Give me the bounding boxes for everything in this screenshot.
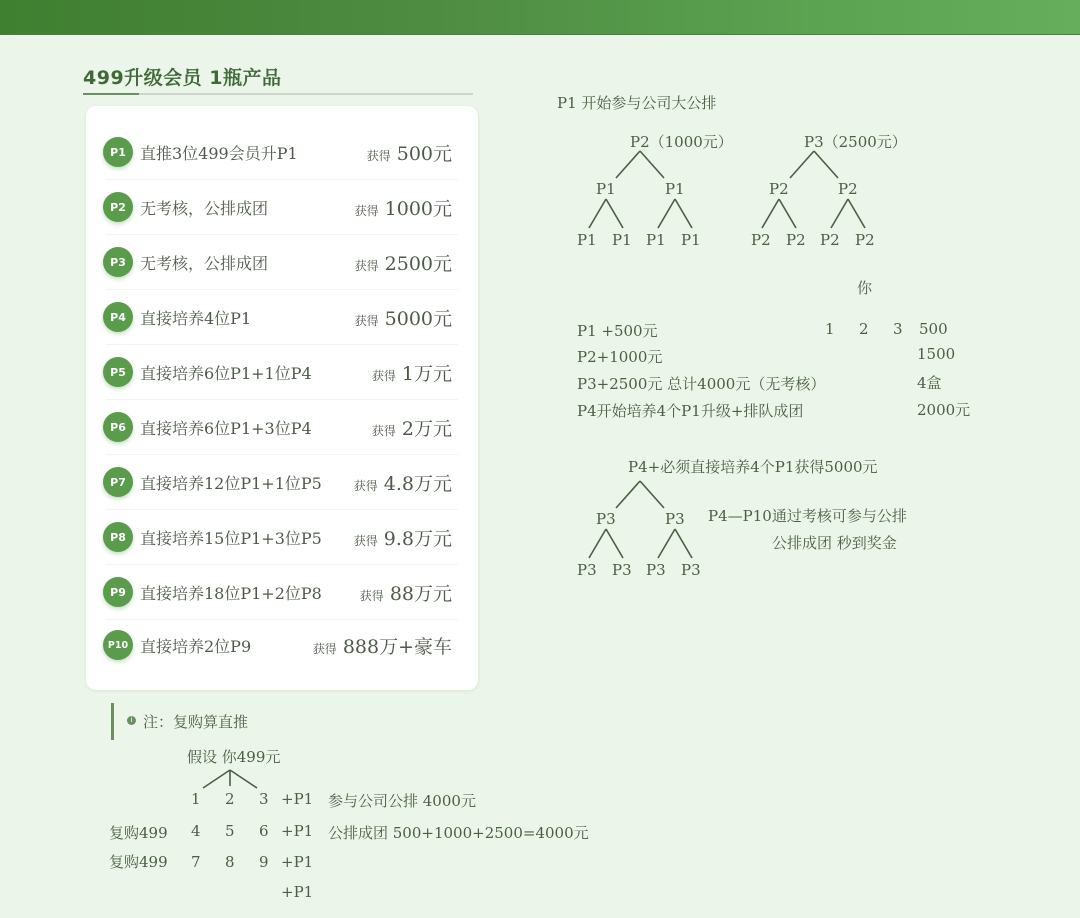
level-description: 直接培养4位P1 [140,308,252,328]
level-reward [313,632,452,659]
reward-value: 1000元 [384,197,452,220]
level-row-p5 [86,345,478,399]
level-row-p10 [86,618,478,672]
level-badge: P9 [103,577,133,607]
reward-value: 1万元 [401,362,452,385]
reward-label: 获得 [353,478,378,493]
level-description: 无考核，公排成团 [140,253,269,273]
reward-value: 4.8万元 [383,472,452,495]
tree-node: P1 [665,180,685,198]
tree-node: P3 [681,561,701,579]
summary-num: 3 [893,320,903,338]
level-row-p1 [86,125,478,179]
reward-value: 2500元 [384,252,452,275]
tree-node: P3 [577,561,597,579]
level-description: 直接培养15位P1+3位P5 [140,528,322,548]
summary-left: P2+1000元 [577,348,663,366]
level-description: 直接培养18位P1+2位P8 [140,583,322,603]
level-row-p4 [86,290,478,344]
you-label: 你 [857,279,873,297]
level-reward [354,469,452,496]
level-reward [372,414,452,441]
reward-value: 888万+豪车 [342,635,452,658]
tree-node: P3 [665,510,685,528]
example-number: 4 [191,822,201,840]
example-number: 6 [259,822,269,840]
level-reward [354,524,452,551]
example-prefix: 复购499 [109,824,168,842]
level-reward [367,139,452,166]
reward-label: 获得 [354,313,379,328]
tree-p3-root: P3（2500元） [804,133,907,151]
reward-label: 获得 [354,258,379,273]
reward-label: 获得 [312,641,337,656]
tree-node: P2 [751,231,771,249]
summary-right: 2000元 [917,401,971,419]
tree-node: P3 [596,510,616,528]
tree-node: P2 [786,231,806,249]
example-number: 9 [259,853,269,871]
reward-label: 获得 [371,423,396,438]
level-badge: P6 [103,412,133,442]
tree-node: P3 [646,561,666,579]
reward-label: 获得 [353,533,378,548]
example-plus-level: +P1 [281,822,314,840]
example-plus-level: +P1 [281,883,314,901]
reward-label: 获得 [371,368,396,383]
summary-right: 1500 [917,345,956,363]
level-reward [355,249,452,276]
level-reward [355,304,452,331]
note-text: 注：复购算直推 [143,713,249,731]
summary-right: 4盒 [917,374,942,392]
section-title: 499升级会员 1瓶产品 [83,67,282,89]
level-row-p2 [86,180,478,234]
level-badge: P4 [103,302,133,332]
example-comment: 公排成团 500+1000+2500=4000元 [328,824,589,842]
tree-node: P2 [855,231,875,249]
level-badge: P10 [103,630,133,660]
reward-value: 9.8万元 [383,527,452,550]
reward-label: 获得 [366,148,391,163]
example-plus-level: +P1 [281,853,314,871]
example-comment: 参与公司公排 4000元 [328,792,476,810]
tree-node: P1 [681,231,701,249]
level-row-p3 [86,235,478,289]
level-description: 直接培养6位P1+1位P4 [140,363,312,383]
right-heading: P1 开始参与公司大公排 [557,94,717,112]
level-badge: P5 [103,357,133,387]
level-badge: P7 [103,467,133,497]
example-number: 1 [191,790,201,808]
example-number: 7 [191,853,201,871]
tree-node: P2 [820,231,840,249]
example-plus-level: +P1 [281,790,314,808]
level-reward [360,579,452,606]
level-description: 直推3位499会员升P1 [140,143,298,163]
tree-node: P1 [646,231,666,249]
tree-node: P3 [612,561,632,579]
info-icon: i [127,716,136,725]
level-reward [372,359,452,386]
header-band [0,0,1080,35]
reward-value: 5000元 [384,307,452,330]
assume-text: 假设 你499元 [187,748,281,766]
summary-left: P3+2500元 总计4000元（无考核） [577,375,826,393]
tree-node: P1 [577,231,597,249]
tree-node: P2 [838,180,858,198]
tree-p2-root: P2（1000元） [630,133,733,151]
reward-value: 2万元 [401,417,452,440]
summary-num: 1 [825,320,835,338]
level-description: 无考核，公排成团 [140,198,269,218]
level-badge: P2 [103,192,133,222]
level-description: 直接培养6位P1+3位P4 [140,418,312,438]
title-divider [83,93,473,95]
level-reward [355,194,452,221]
level-description: 直接培养12位P1+1位P5 [140,473,322,493]
level-badge: P8 [103,522,133,552]
level-description: 直接培养2位P9 [140,636,252,656]
summary-left: P1 +500元 [577,322,658,340]
note-accent-bar [111,703,114,740]
reward-value: 88万元 [389,582,452,605]
summary-num: 2 [859,320,869,338]
title-divider-accent [83,93,139,95]
reward-value: 500元 [396,142,452,165]
example-prefix: 复购499 [109,853,168,871]
example-number: 5 [225,822,235,840]
example-number: 8 [225,853,235,871]
reward-label: 获得 [359,588,384,603]
reward-label: 获得 [354,203,379,218]
example-number: 2 [225,790,235,808]
level-badge: P3 [103,247,133,277]
p4-note-line-1: P4—P10通过考核可参与公排 [708,507,907,525]
p4-note-line-2: 公排成团 秒到奖金 [772,534,897,552]
level-row-p9 [86,565,478,619]
example-number: 3 [259,790,269,808]
summary-right: 500 [919,320,948,338]
tree-node: P1 [612,231,632,249]
summary-left: P4开始培养4个P1升级+排队成团 [577,402,804,420]
level-badge: P1 [103,137,133,167]
level-row-p8 [86,510,478,564]
tree-p4-root: P4+必须直接培养4个P1获得5000元 [628,458,878,476]
level-row-p7 [86,455,478,509]
tree-node: P2 [769,180,789,198]
level-row-p6 [86,400,478,454]
tree-node: P1 [596,180,616,198]
level-card [86,106,478,690]
